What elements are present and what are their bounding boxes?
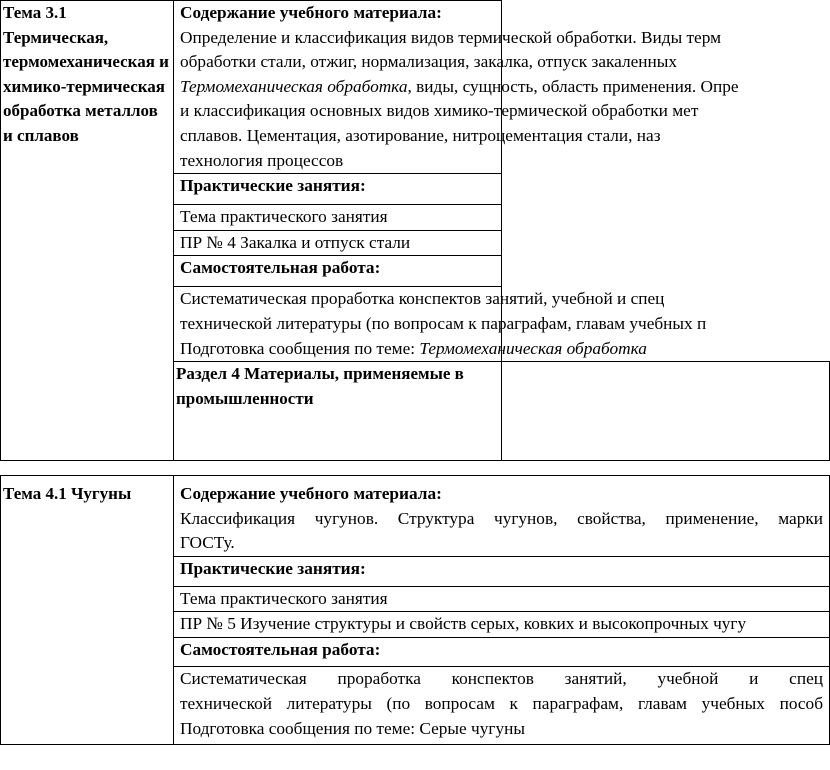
self-line-3-prefix: Подготовка сообщения по теме:	[180, 338, 420, 358]
self2-line-2: технической литературы (по вопросам к параграфам, главам учебных пособ	[180, 693, 823, 713]
content-line-1: Определение и классификация видов термической обработки. Виды терм	[180, 27, 722, 47]
topic-3-1-label: Тема 3.1 Термическая, термомеханическая и химико-термическая обработка металлов и сплавов	[3, 3, 169, 145]
content-line-3	[180, 75, 739, 100]
content2-line-1: Классификация чугунов. Структура чугунов, свойства, применение, марки	[180, 508, 823, 528]
practice-item-pr5: ПР № 5 Изучение структуры и свойств серых, ковких и высокопрочных чугу	[174, 612, 830, 638]
self2-line-3: Подготовка сообщения по теме: Серые чугуны	[180, 718, 525, 738]
self-line-1: Систематическая проработка конспектов занятий, учебной и спец	[180, 289, 665, 309]
practice-heading: Практические занятия:	[174, 174, 502, 205]
topic-4-1-label: Тема 4.1 Чугуны	[3, 484, 132, 503]
self-work-heading: Самостоятельная работа:	[174, 256, 502, 287]
thermomechanical-term: Термомеханическая обработка	[180, 76, 408, 96]
self-work-cell-2	[174, 667, 830, 745]
practice-topic-label-2: Тема практического занятия	[174, 586, 830, 612]
topic-4-1-cell	[1, 476, 174, 745]
self-line-2: технической литературы (по вопросам к параграфам, главам учебных п	[180, 313, 707, 333]
content2-line-2: ГОСТу.	[180, 533, 235, 553]
self-work-cell	[174, 287, 707, 362]
content-line-2: обработки стали, отжиг, нормализация, закалка, отпуск закаленных	[180, 52, 677, 72]
self-line-3	[180, 337, 647, 362]
practice-heading-2: Практические занятия:	[174, 557, 830, 586]
content-line-5: сплавов. Цементация, азотирование, нитроцементация стали, наз	[180, 125, 661, 145]
practice-topic-label: Тема практического занятия	[174, 205, 502, 231]
content-heading-2: Содержание учебного материала:	[180, 484, 442, 503]
content-cell	[174, 1, 739, 174]
content-cell-2	[174, 476, 830, 557]
content-heading: Содержание учебного материала:	[180, 3, 442, 22]
curriculum-table-2	[0, 475, 830, 745]
section-4-label: Раздел 4 Материалы, применяемые в промышленности	[176, 364, 464, 408]
content-line-4: и классификация основных видов химико-термической обработки мет	[180, 101, 699, 121]
content-line-6: технология процессов	[180, 150, 344, 170]
self-line-3-topic: Термомеханическая обработка	[419, 338, 647, 358]
self2-line-1: Систематическая проработка конспектов занятий, учебной и спец	[180, 669, 823, 689]
self-work-heading-2: Самостоятельная работа:	[174, 638, 830, 667]
section-4-cell	[174, 362, 502, 461]
section-4-empty-cell	[502, 362, 830, 461]
practice-item-pr4: ПР № 4 Закалка и отпуск стали	[174, 230, 502, 256]
content-line-3-rest: , виды, сущность, область применения. Опре	[407, 76, 739, 96]
topic-3-1-cell	[1, 1, 174, 461]
